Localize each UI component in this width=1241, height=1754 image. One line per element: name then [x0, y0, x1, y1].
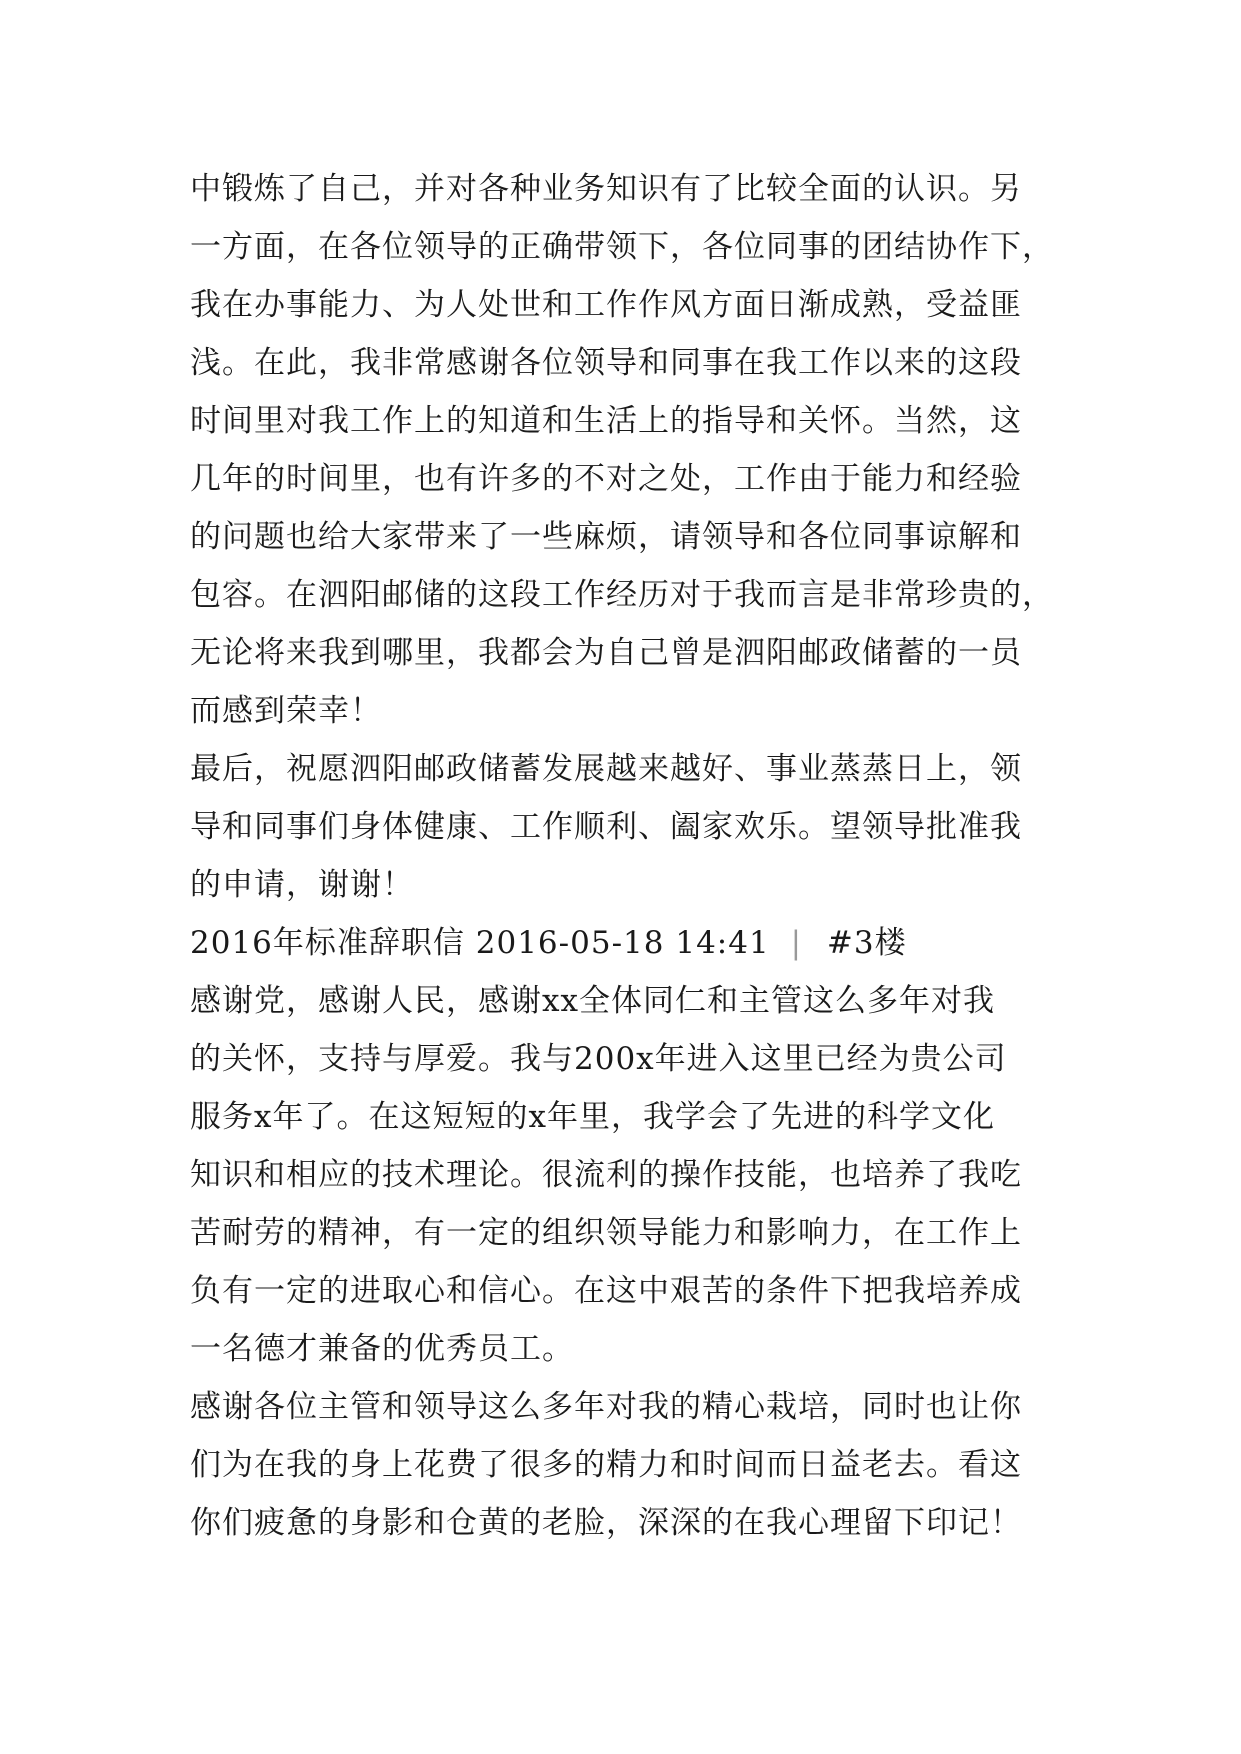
text-line: 你们疲惫的身影和仓黄的老脸，深深的在我心理留下印记！ — [190, 1505, 1022, 1541]
post-floor: #3楼 — [826, 925, 907, 961]
post-datetime: 2016-05-18 14:41 — [475, 925, 770, 961]
text-line: 几年的时间里，也有许多的不对之处，工作由于能力和经验 — [190, 461, 1022, 497]
paragraph-1 — [190, 160, 1070, 740]
paragraph-4 — [190, 1378, 1070, 1552]
text-line: 的申请，谢谢！ — [190, 867, 414, 903]
text-line: 时间里对我工作上的知道和生活上的指导和关怀。当然，这 — [190, 403, 1022, 439]
text-line: 我在办事能力、为人处世和工作作风方面日渐成熟，受益匪 — [190, 287, 1022, 323]
text-line: 而感到荣幸！ — [190, 693, 382, 729]
text-line: 一方面，在各位领导的正确带领下，各位同事的团结协作下， — [190, 229, 1054, 265]
text-line: 无论将来我到哪里，我都会为自己曾是泗阳邮政储蓄的一员 — [190, 635, 1022, 671]
text-line: 一名德才兼备的优秀员工。 — [190, 1331, 574, 1367]
text-line: 导和同事们身体健康、工作顺利、阖家欢乐。望领导批准我 — [190, 809, 1022, 845]
text-line: 们为在我的身上花费了很多的精力和时间而日益老去。看这 — [190, 1447, 1022, 1483]
text-line: 服务x年了。在这短短的x年里，我学会了先进的科学文化 — [190, 1099, 995, 1135]
text-line: 的问题也给大家带来了一些麻烦，请领导和各位同事谅解和 — [190, 519, 1022, 555]
text-line: 负有一定的进取心和信心。在这中艰苦的条件下把我培养成 — [190, 1273, 1022, 1309]
text-line: 包容。在泗阳邮储的这段工作经历对于我而言是非常珍贵的， — [190, 577, 1054, 613]
document-body — [190, 160, 1070, 1552]
post-title: 2016年标准辞职信 — [190, 925, 465, 961]
text-line: 感谢党，感谢人民，感谢xx全体同仁和主管这么多年对我 — [190, 983, 995, 1019]
post-header — [190, 914, 1070, 972]
text-line: 知识和相应的技术理论。很流利的操作技能，也培养了我吃 — [190, 1157, 1022, 1193]
text-line: 苦耐劳的精神，有一定的组织领导能力和影响力，在工作上 — [190, 1215, 1022, 1251]
paragraph-3 — [190, 972, 1070, 1378]
paragraph-2 — [190, 740, 1070, 914]
text-line: 的关怀，支持与厚爱。我与200x年进入这里已经为贵公司 — [190, 1041, 1007, 1077]
text-line: 感谢各位主管和领导这么多年对我的精心栽培，同时也让你 — [190, 1389, 1022, 1425]
text-line: 浅。在此，我非常感谢各位领导和同事在我工作以来的这段 — [190, 345, 1022, 381]
text-line: 中锻炼了自己，并对各种业务知识有了比较全面的认识。另 — [190, 171, 1022, 207]
post-separator: | — [790, 925, 803, 961]
text-line: 最后，祝愿泗阳邮政储蓄发展越来越好、事业蒸蒸日上，领 — [190, 751, 1022, 787]
